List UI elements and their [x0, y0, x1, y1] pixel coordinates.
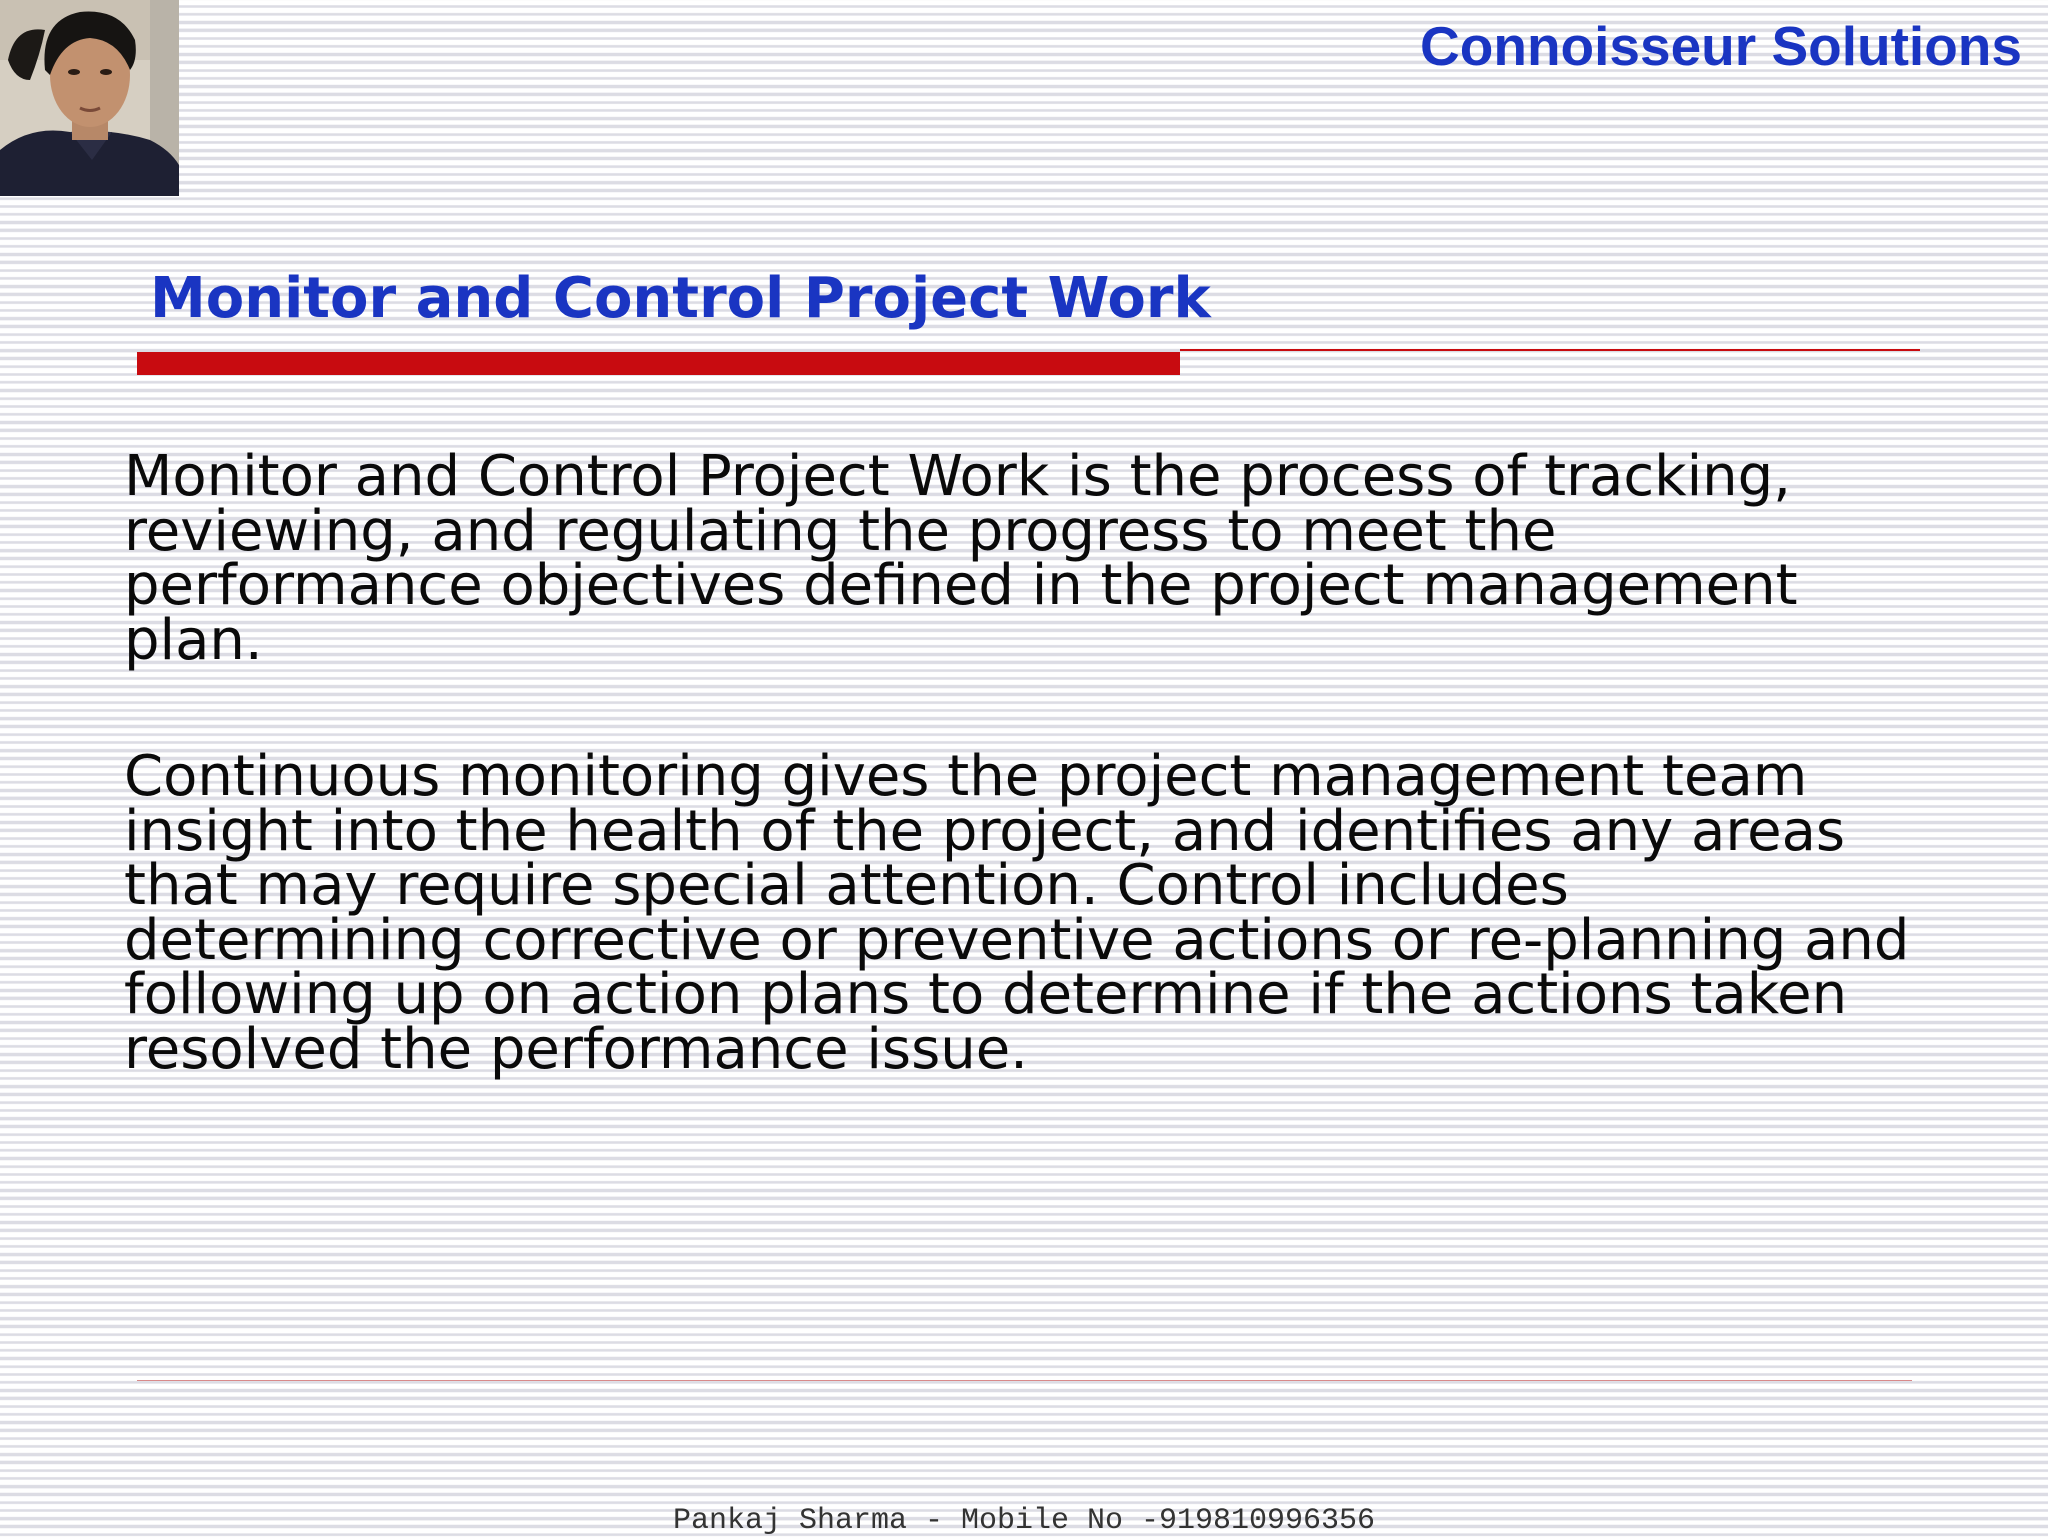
footer-divider — [137, 1380, 1912, 1381]
title-underline-bar — [137, 352, 1180, 375]
slide-title: Monitor and Control Project Work — [150, 266, 1211, 331]
footer-contact: Pankaj Sharma - Mobile No -919810996356 — [672, 1504, 1376, 1538]
body-paragraph-monitoring: Continuous monitoring gives the project management team insight into the health of the project, and identifies any areas that may require special attention. Control includes determining corrective or preventive actions or re-planning and following up on action plans to determine if the actions taken resolved the performance issue. — [124, 744, 1910, 1082]
presenter-photo — [0, 0, 179, 196]
body-paragraph-definition: Monitor and Control Project Work is the process of tracking, reviewing, and regulating the progress to meet the performance objectives defined in the project management plan. — [124, 444, 1798, 673]
title-underline-rule — [1180, 349, 1920, 351]
company-brand: Connoisseur Solutions — [1420, 15, 2022, 77]
presenter-photo-image — [0, 0, 179, 196]
